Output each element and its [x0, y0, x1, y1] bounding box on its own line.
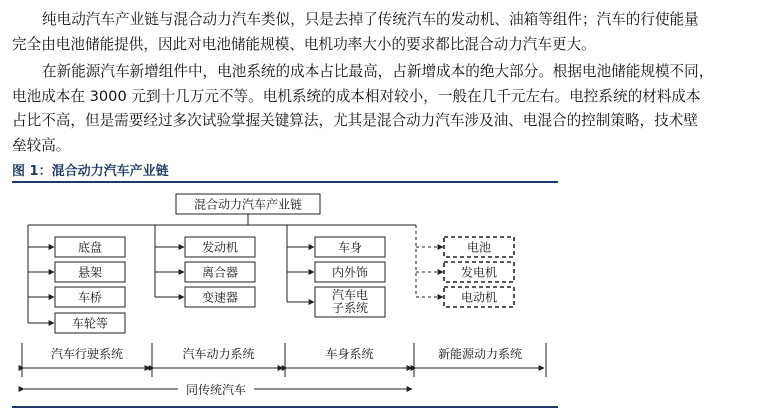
paragraph-line: 纯电动汽车产业链与混合动力汽车类似，只是去掉了传统汽车的发动机、油箱等组件；汽车的行使能量: [42, 11, 699, 28]
item-label: 底盘: [77, 240, 103, 255]
system-label: 车身系统: [325, 347, 374, 361]
item-label: 变速器: [201, 290, 239, 305]
item-label: 车轮等: [71, 316, 109, 331]
system-label: 新能源动力系统: [437, 347, 523, 361]
item-label: 汽车电: [331, 288, 369, 302]
root-label: 混合动力汽车产业链: [193, 197, 303, 212]
item-label: 悬架: [77, 265, 103, 280]
span-label: 同传统汽车: [185, 383, 247, 397]
paragraph-line: 占比不高，但是需要经过多次试验掌握关键算法，尤其是混合动力汽车涉及油、电混合的控制策略，技术壁: [12, 112, 698, 129]
item-label: 发动机: [201, 240, 239, 255]
paragraph-line: 完全由电池储能提供，因此对电池储能规模、电机功率大小的要求都比混合动力汽车更大。: [12, 35, 596, 53]
paragraph-line: 垒较高。: [12, 136, 71, 154]
item-label: 电动机: [460, 290, 498, 305]
item-label: 离合器: [201, 265, 239, 280]
paragraph-line: 在新能源汽车新增组件中，电池系统的成本占比最高，占新增成本的绝大部分。根据电池储能规模不同，: [42, 63, 714, 80]
item-label: 车桥: [77, 290, 103, 305]
item-label: 子系统: [331, 301, 369, 315]
item-label: 车身: [337, 240, 363, 255]
system-label: 汽车动力系统: [182, 347, 255, 361]
paragraph-line: 电池成本在 3000 元到十几万元不等。电机系统的成本相对较小，一般在几千元左右。电控系统的材料成本: [12, 87, 701, 105]
item-label: 发电机: [460, 265, 498, 280]
item-label: 内外饰: [331, 265, 369, 280]
item-label: 电池: [466, 240, 492, 255]
figure-title: 图 1：混合动力汽车产业链: [12, 164, 169, 179]
system-label: 汽车行驶系统: [50, 347, 124, 361]
